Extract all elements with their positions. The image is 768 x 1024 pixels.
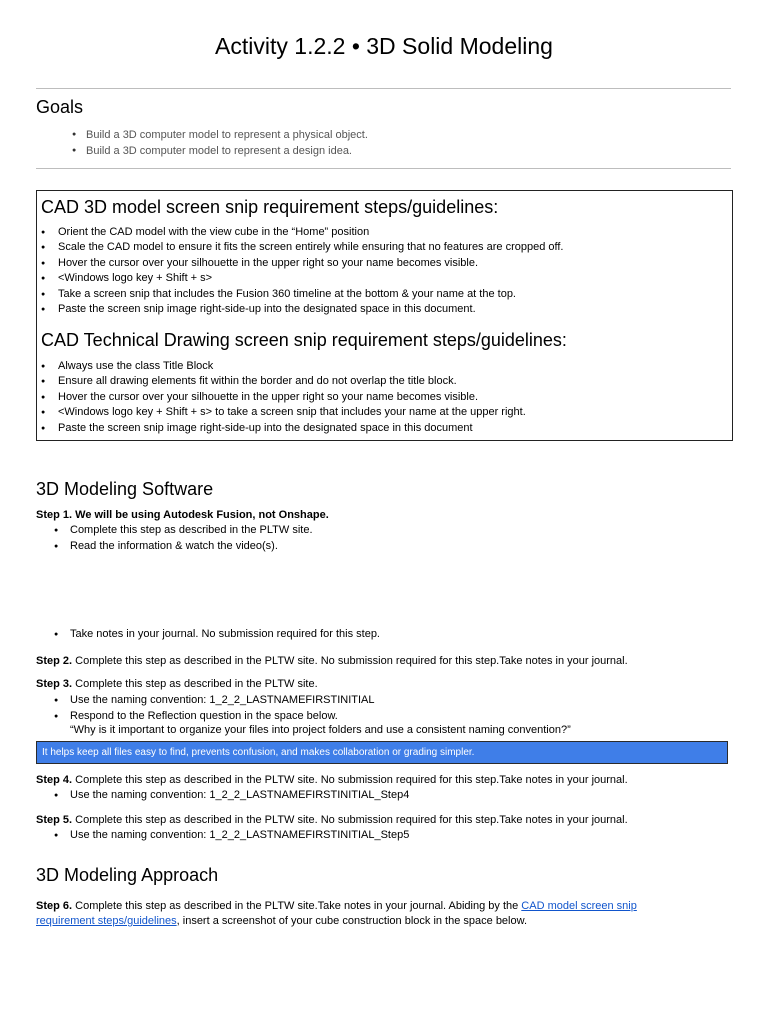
- step2-paragraph: [36, 654, 628, 669]
- software-section-heading: 3D Modeling Software: [36, 479, 214, 499]
- list-item: ● Use the naming convention: 1_2_2_LASTNAMEFIRSTINITIAL_Step4: [54, 788, 409, 804]
- step4-text: Complete this step as described in the PLTW site. No submission required for this step.Take notes in your journal.: [75, 774, 628, 786]
- step-label: Step 2.: [36, 655, 73, 667]
- step3-text: Complete this step as described in the PLTW site.: [75, 678, 318, 690]
- list-item: ● Always use the class Title Block: [41, 359, 526, 374]
- guidelines-box: [36, 190, 733, 441]
- reflection-question: “Why is it important to organize your files into project folders and use a consistent naming convention?”: [70, 724, 571, 736]
- step1-list: [54, 523, 313, 554]
- step6-paragraph-line2: [36, 914, 527, 929]
- step1-note: We will be using Autodesk Fusion, not Onshape.: [75, 509, 329, 521]
- list-item: ● Build a 3D computer model to represent a physical object.: [72, 127, 368, 143]
- list-item: ● <Windows logo key + Shift + s> to take a screen snip that includes your name at the upper right.: [41, 405, 526, 420]
- step-label: Step 1.: [36, 509, 73, 521]
- step-label: Step 6.: [36, 900, 73, 912]
- step2-text: Complete this step as described in the PLTW site. No submission required for this step.Take notes in your journal.: [75, 655, 628, 667]
- step-label: Step 3.: [36, 678, 73, 690]
- step-label: Step 4.: [36, 774, 73, 786]
- list-item: ● Hover the cursor over your silhouette in the upper right so your name becomes visible.: [41, 256, 563, 271]
- goals-heading: Goals: [36, 97, 84, 117]
- model-guidelines-heading: CAD 3D model screen snip requirement steps/guidelines:: [41, 197, 499, 217]
- divider: [36, 88, 731, 89]
- approach-section-heading: 3D Modeling Approach: [36, 865, 219, 885]
- step1-paragraph: [36, 508, 329, 523]
- step6-text-end: , insert a screenshot of your cube construction block in the space below.: [176, 915, 528, 927]
- step-label: Step 5.: [36, 814, 73, 826]
- model-guidelines-list: [41, 225, 563, 317]
- drawing-guidelines-heading: CAD Technical Drawing screen snip requirement steps/guidelines:: [41, 330, 567, 350]
- step5-paragraph: [36, 813, 628, 828]
- guidelines-link[interactable]: requirement steps/guidelines: [36, 915, 177, 927]
- list-item: ● Read the information & watch the video(s).: [54, 539, 313, 555]
- reflection-answer-field[interactable]: It helps keep all files easy to find, prevents confusion, and makes collaboration or grading simpler.: [36, 741, 728, 764]
- drawing-guidelines-list: [41, 359, 526, 436]
- step5-text: Complete this step as described in the PLTW site. No submission required for this step.Take notes in your journal.: [75, 814, 628, 826]
- goals-list: [72, 127, 368, 159]
- list-item: ● <Windows logo key + Shift + s>: [41, 271, 563, 286]
- list-item: ● Orient the CAD model with the view cube in the “Home” position: [41, 225, 563, 240]
- list-item: ● Take notes in your journal. No submission required for this step.: [54, 627, 380, 643]
- step6-text: Complete this step as described in the PLTW site.Take notes in your journal. Abiding by the: [75, 900, 522, 912]
- step1-list-continued: [54, 627, 380, 643]
- list-item: ● Use the naming convention: 1_2_2_LASTNAMEFIRSTINITIAL: [54, 693, 374, 709]
- step3-paragraph: [36, 677, 318, 692]
- list-item: ● Take a screen snip that includes the Fusion 360 timeline at the bottom & your name at the top.: [41, 287, 563, 302]
- guidelines-link[interactable]: CAD model screen snip: [521, 900, 637, 912]
- page-title: Activity 1.2.2 • 3D Solid Modeling: [215, 33, 553, 59]
- list-item: ● Paste the screen snip image right-side-up into the designated space in this document.: [41, 302, 563, 317]
- step5-list: [54, 828, 409, 844]
- divider: [36, 168, 731, 169]
- list-item: ● Hover the cursor over your silhouette in the upper right so your name becomes visible.: [41, 390, 526, 405]
- step4-list: [54, 788, 409, 804]
- step6-paragraph: [36, 899, 637, 914]
- step4-paragraph: [36, 773, 628, 788]
- list-item: ● Scale the CAD model to ensure it fits the screen entirely while ensuring that no features are cropped off.: [41, 240, 563, 255]
- list-item: ● Complete this step as described in the PLTW site.: [54, 523, 313, 539]
- list-item: ● Respond to the Reflection question in the space below.: [54, 709, 374, 725]
- list-item: ● Use the naming convention: 1_2_2_LASTNAMEFIRSTINITIAL_Step5: [54, 828, 409, 844]
- list-item: ● Build a 3D computer model to represent a design idea.: [72, 143, 368, 159]
- list-item: ● Paste the screen snip image right-side-up into the designated space in this document: [41, 421, 526, 436]
- list-item: ● Ensure all drawing elements fit within the border and do not overlap the title block.: [41, 374, 526, 389]
- step3-list: [54, 693, 374, 724]
